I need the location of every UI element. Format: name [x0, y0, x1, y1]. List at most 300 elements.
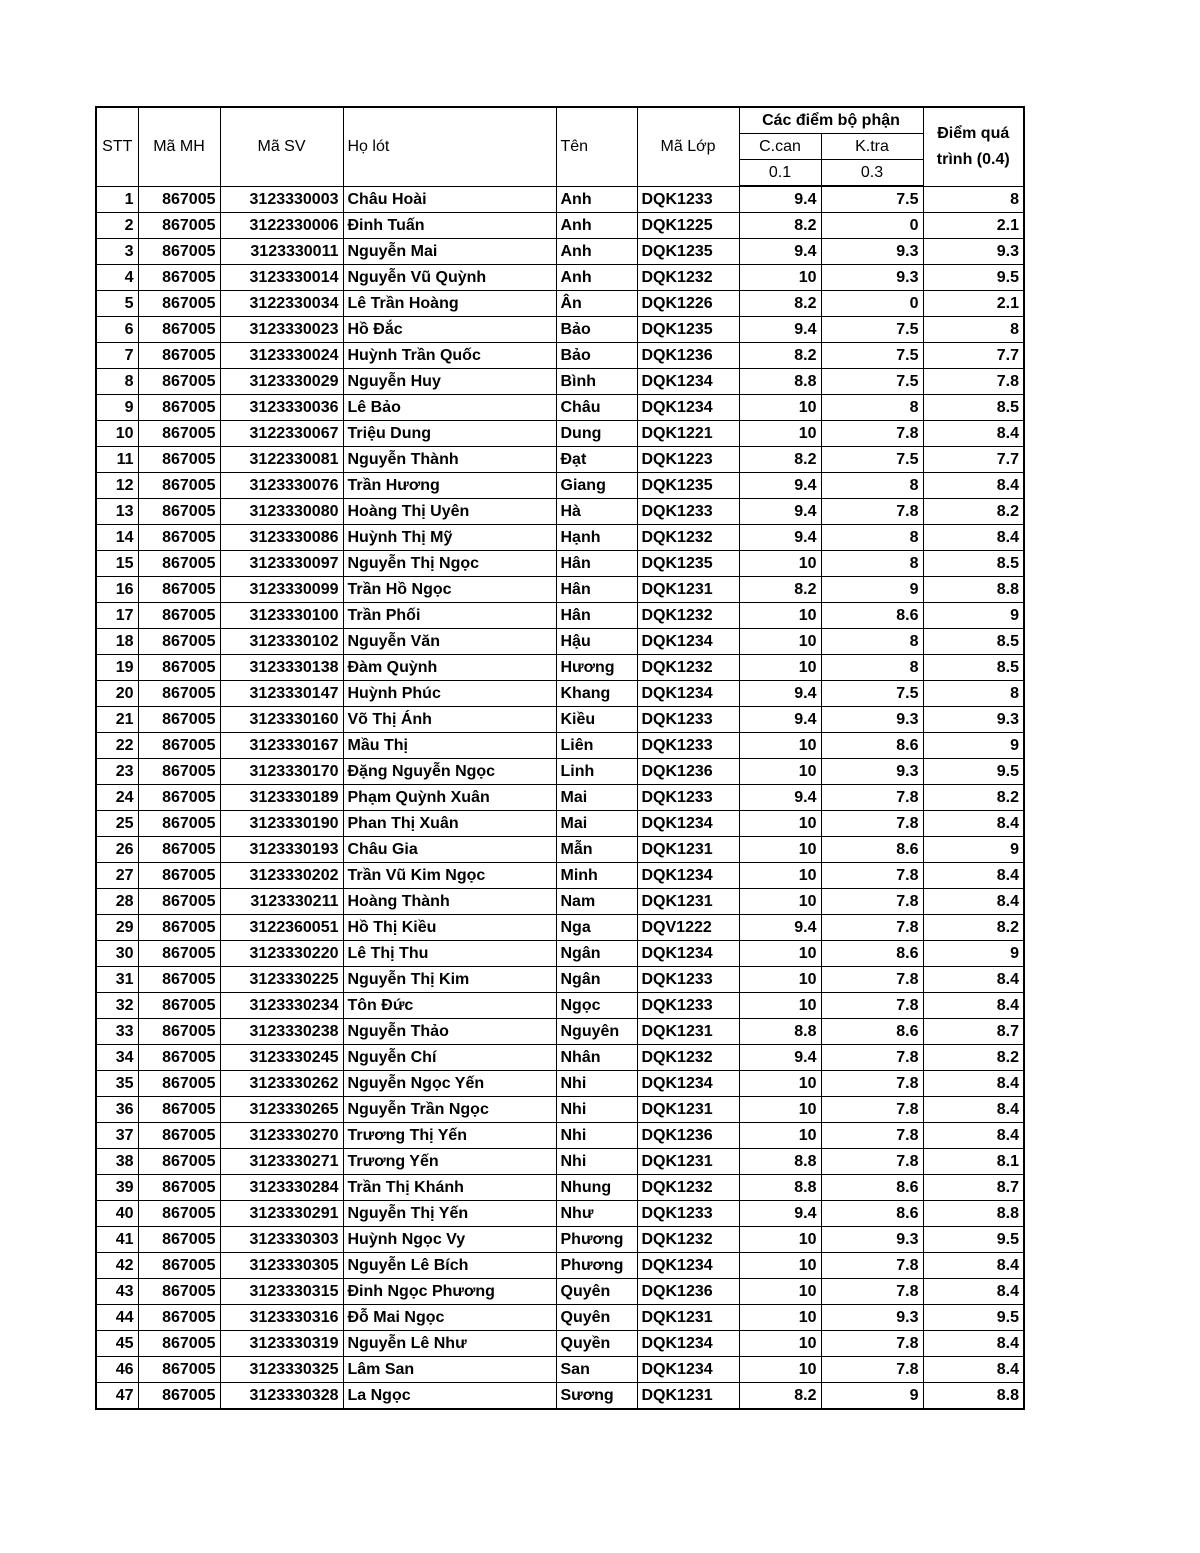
cell-ktra: 0 [821, 291, 923, 317]
cell-ktra: 8 [821, 655, 923, 681]
cell-ma-sv: 3123330211 [220, 889, 343, 915]
cell-ktra: 9.3 [821, 239, 923, 265]
cell-ma-lop: DQK1225 [637, 213, 739, 239]
cell-ccan: 10 [739, 1123, 821, 1149]
cell-ccan: 10 [739, 967, 821, 993]
cell-ten: Minh [556, 863, 637, 889]
cell-ktra: 9 [821, 1383, 923, 1410]
cell-ten: Nhung [556, 1175, 637, 1201]
cell-ma-lop: DQK1234 [637, 629, 739, 655]
cell-stt: 28 [96, 889, 138, 915]
cell-ma-lop: DQK1231 [637, 837, 739, 863]
table-row [96, 1045, 1024, 1071]
cell-ma-lop: DQK1221 [637, 421, 739, 447]
cell-ma-sv: 3123330220 [220, 941, 343, 967]
cell-ktra: 7.8 [821, 1149, 923, 1175]
cell-stt: 9 [96, 395, 138, 421]
cell-ho-lot: Nguyễn Ngọc Yến [343, 1071, 556, 1097]
table-row [96, 317, 1024, 343]
cell-ho-lot: Hồ Đắc [343, 317, 556, 343]
cell-ma-sv: 3122330006 [220, 213, 343, 239]
cell-ten: Quyên [556, 1279, 637, 1305]
cell-ktra: 7.8 [821, 1097, 923, 1123]
cell-stt: 10 [96, 421, 138, 447]
cell-ma-lop: DQK1234 [637, 395, 739, 421]
cell-ten: Anh [556, 239, 637, 265]
table-row [96, 759, 1024, 785]
table-header [96, 107, 1024, 186]
table-row [96, 863, 1024, 889]
cell-ho-lot: Tôn Đức [343, 993, 556, 1019]
cell-ccan: 10 [739, 1331, 821, 1357]
table-row [96, 967, 1024, 993]
table-row [96, 186, 1024, 213]
cell-ma-sv: 3123330328 [220, 1383, 343, 1410]
cell-ho-lot: Nguyễn Trần Ngọc [343, 1097, 556, 1123]
cell-ten: Bảo [556, 317, 637, 343]
cell-stt: 26 [96, 837, 138, 863]
cell-ccan: 9.4 [739, 785, 821, 811]
cell-ma-sv: 3123330291 [220, 1201, 343, 1227]
cell-ma-sv: 3123330316 [220, 1305, 343, 1331]
cell-ma-lop: DQK1231 [637, 1149, 739, 1175]
cell-ma-lop: DQK1234 [637, 863, 739, 889]
cell-stt: 31 [96, 967, 138, 993]
cell-ktra: 7.8 [821, 915, 923, 941]
cell-ma-sv: 3123330303 [220, 1227, 343, 1253]
cell-stt: 36 [96, 1097, 138, 1123]
cell-ma-mh: 867005 [138, 291, 220, 317]
cell-ktra: 7.8 [821, 785, 923, 811]
cell-ma-lop: DQK1233 [637, 785, 739, 811]
cell-ktra: 9 [821, 577, 923, 603]
cell-stt: 2 [96, 213, 138, 239]
cell-ten: Hậu [556, 629, 637, 655]
cell-ktra: 7.5 [821, 681, 923, 707]
cell-ten: Hạnh [556, 525, 637, 551]
cell-ten: Quyên [556, 1305, 637, 1331]
cell-ma-mh: 867005 [138, 785, 220, 811]
header-ma-mh: Mã MH [138, 107, 220, 186]
cell-stt: 34 [96, 1045, 138, 1071]
cell-final: 9 [923, 603, 1024, 629]
cell-final: 8.4 [923, 421, 1024, 447]
table-row [96, 551, 1024, 577]
cell-ma-mh: 867005 [138, 1253, 220, 1279]
table-body [96, 186, 1024, 1409]
cell-ccan: 10 [739, 733, 821, 759]
cell-ccan: 8.2 [739, 343, 821, 369]
cell-ktra: 7.5 [821, 447, 923, 473]
cell-ma-mh: 867005 [138, 915, 220, 941]
table-row [96, 369, 1024, 395]
cell-ktra: 7.8 [821, 1123, 923, 1149]
cell-ktra: 8.6 [821, 733, 923, 759]
cell-ktra: 7.8 [821, 863, 923, 889]
cell-ten: Kiều [556, 707, 637, 733]
cell-ten: Hân [556, 603, 637, 629]
cell-ccan: 8.2 [739, 577, 821, 603]
cell-ma-sv: 3123330245 [220, 1045, 343, 1071]
cell-ho-lot: Nguyễn Thị Kim [343, 967, 556, 993]
cell-final: 8 [923, 317, 1024, 343]
cell-final: 8 [923, 681, 1024, 707]
cell-ma-lop: DQK1236 [637, 343, 739, 369]
cell-ma-sv: 3123330014 [220, 265, 343, 291]
cell-ten: Hà [556, 499, 637, 525]
cell-ma-mh: 867005 [138, 1305, 220, 1331]
cell-ktra: 7.8 [821, 889, 923, 915]
cell-final: 8.5 [923, 655, 1024, 681]
table-row [96, 525, 1024, 551]
cell-final: 8.4 [923, 1123, 1024, 1149]
cell-ten: Anh [556, 265, 637, 291]
cell-ma-mh: 867005 [138, 1279, 220, 1305]
cell-ma-sv: 3123330284 [220, 1175, 343, 1201]
cell-ho-lot: Nguyễn Lê Như [343, 1331, 556, 1357]
cell-ma-sv: 3123330305 [220, 1253, 343, 1279]
cell-ma-mh: 867005 [138, 1149, 220, 1175]
cell-final: 8.2 [923, 1045, 1024, 1071]
cell-ktra: 9.3 [821, 1305, 923, 1331]
cell-ccan: 10 [739, 629, 821, 655]
cell-ma-mh: 867005 [138, 1175, 220, 1201]
table-row [96, 1019, 1024, 1045]
cell-ten: San [556, 1357, 637, 1383]
cell-ccan: 8.8 [739, 369, 821, 395]
cell-ccan: 9.4 [739, 1201, 821, 1227]
table-row [96, 291, 1024, 317]
cell-ccan: 10 [739, 811, 821, 837]
cell-ma-mh: 867005 [138, 967, 220, 993]
cell-ccan: 9.4 [739, 473, 821, 499]
cell-stt: 3 [96, 239, 138, 265]
cell-ten: Linh [556, 759, 637, 785]
cell-ma-mh: 867005 [138, 863, 220, 889]
cell-final: 8.4 [923, 1097, 1024, 1123]
cell-ktra: 8.6 [821, 1201, 923, 1227]
table-row [96, 1123, 1024, 1149]
cell-ho-lot: Đinh Tuấn [343, 213, 556, 239]
cell-ma-mh: 867005 [138, 1383, 220, 1410]
table-row [96, 655, 1024, 681]
table-row [96, 1201, 1024, 1227]
cell-ma-sv: 3123330160 [220, 707, 343, 733]
cell-stt: 6 [96, 317, 138, 343]
cell-ktra: 7.8 [821, 1331, 923, 1357]
cell-stt: 20 [96, 681, 138, 707]
table-row [96, 239, 1024, 265]
cell-stt: 21 [96, 707, 138, 733]
cell-ho-lot: Hoàng Thị Uyên [343, 499, 556, 525]
cell-ccan: 10 [739, 395, 821, 421]
cell-ho-lot: Nguyễn Thành [343, 447, 556, 473]
cell-ma-sv: 3123330225 [220, 967, 343, 993]
cell-ma-lop: DQK1236 [637, 1123, 739, 1149]
table-row [96, 1175, 1024, 1201]
cell-final: 8.4 [923, 967, 1024, 993]
cell-ho-lot: Châu Hoài [343, 186, 556, 213]
table-row [96, 811, 1024, 837]
cell-ma-lop: DQK1233 [637, 707, 739, 733]
cell-ma-sv: 3123330325 [220, 1357, 343, 1383]
cell-ccan: 10 [739, 1071, 821, 1097]
cell-ma-sv: 3123330024 [220, 343, 343, 369]
cell-final: 2.1 [923, 213, 1024, 239]
cell-ktra: 7.8 [821, 1357, 923, 1383]
cell-ho-lot: Hồ Thị Kiều [343, 915, 556, 941]
cell-stt: 25 [96, 811, 138, 837]
cell-ktra: 8 [821, 629, 923, 655]
cell-ma-mh: 867005 [138, 603, 220, 629]
cell-ccan: 10 [739, 1279, 821, 1305]
cell-ma-lop: DQK1233 [637, 733, 739, 759]
cell-ma-lop: DQK1223 [637, 447, 739, 473]
cell-ktra: 8 [821, 473, 923, 499]
cell-ten: Bình [556, 369, 637, 395]
cell-ma-sv: 3123330097 [220, 551, 343, 577]
table-row [96, 1279, 1024, 1305]
cell-ktra: 8.6 [821, 941, 923, 967]
cell-ma-mh: 867005 [138, 707, 220, 733]
cell-final: 9 [923, 733, 1024, 759]
cell-ho-lot: Nguyễn Thảo [343, 1019, 556, 1045]
cell-ma-lop: DQK1234 [637, 1357, 739, 1383]
cell-ccan: 8.2 [739, 1383, 821, 1410]
header-ccan-weight: 0.1 [739, 160, 821, 187]
cell-ho-lot: Đinh Ngọc Phương [343, 1279, 556, 1305]
cell-stt: 47 [96, 1383, 138, 1410]
cell-ho-lot: Huỳnh Thị Mỹ [343, 525, 556, 551]
cell-ma-mh: 867005 [138, 447, 220, 473]
cell-stt: 29 [96, 915, 138, 941]
cell-final: 9.5 [923, 1227, 1024, 1253]
cell-ma-mh: 867005 [138, 1019, 220, 1045]
cell-ma-lop: DQK1232 [637, 525, 739, 551]
cell-final: 8.4 [923, 1279, 1024, 1305]
cell-final: 8.2 [923, 785, 1024, 811]
cell-ccan: 10 [739, 889, 821, 915]
cell-final: 9.5 [923, 759, 1024, 785]
table-row [96, 629, 1024, 655]
cell-final: 7.7 [923, 447, 1024, 473]
table-row [96, 941, 1024, 967]
cell-ktra: 0 [821, 213, 923, 239]
cell-stt: 11 [96, 447, 138, 473]
cell-ma-mh: 867005 [138, 629, 220, 655]
cell-ten: Sương [556, 1383, 637, 1410]
cell-ma-sv: 3123330086 [220, 525, 343, 551]
cell-ten: Mẫn [556, 837, 637, 863]
cell-ma-mh: 867005 [138, 395, 220, 421]
cell-ma-sv: 3122330034 [220, 291, 343, 317]
cell-ten: Liên [556, 733, 637, 759]
cell-ma-lop: DQK1235 [637, 551, 739, 577]
cell-ktra: 8 [821, 525, 923, 551]
cell-stt: 33 [96, 1019, 138, 1045]
cell-ccan: 9.4 [739, 681, 821, 707]
cell-ma-sv: 3123330190 [220, 811, 343, 837]
table-row [96, 681, 1024, 707]
grade-table [95, 106, 1025, 1410]
cell-ma-lop: DQK1232 [637, 1227, 739, 1253]
cell-ccan: 10 [739, 1305, 821, 1331]
cell-ma-mh: 867005 [138, 1331, 220, 1357]
cell-stt: 4 [96, 265, 138, 291]
cell-ma-lop: DQK1234 [637, 681, 739, 707]
cell-ma-lop: DQK1233 [637, 186, 739, 213]
cell-final: 8.4 [923, 473, 1024, 499]
cell-ccan: 10 [739, 837, 821, 863]
table-row [96, 707, 1024, 733]
cell-ccan: 10 [739, 1227, 821, 1253]
cell-ktra: 9.3 [821, 707, 923, 733]
table-row [96, 1357, 1024, 1383]
cell-ho-lot: Đàm Quỳnh [343, 655, 556, 681]
cell-final: 8.4 [923, 889, 1024, 915]
cell-final: 8.5 [923, 551, 1024, 577]
cell-ten: Nhi [556, 1071, 637, 1097]
cell-ccan: 9.4 [739, 707, 821, 733]
cell-ma-sv: 3123330099 [220, 577, 343, 603]
cell-ktra: 7.8 [821, 993, 923, 1019]
cell-ma-mh: 867005 [138, 317, 220, 343]
cell-stt: 40 [96, 1201, 138, 1227]
table-row [96, 837, 1024, 863]
cell-ma-lop: DQK1232 [637, 1045, 739, 1071]
table-row [96, 733, 1024, 759]
cell-ma-lop: DQK1234 [637, 1331, 739, 1357]
cell-ma-lop: DQV1222 [637, 915, 739, 941]
cell-stt: 7 [96, 343, 138, 369]
cell-ktra: 7.8 [821, 967, 923, 993]
table-row [96, 343, 1024, 369]
cell-stt: 45 [96, 1331, 138, 1357]
cell-ma-mh: 867005 [138, 343, 220, 369]
cell-ma-lop: DQK1231 [637, 1019, 739, 1045]
cell-final: 8.8 [923, 1201, 1024, 1227]
cell-ma-sv: 3123330270 [220, 1123, 343, 1149]
cell-ten: Mai [556, 811, 637, 837]
cell-ho-lot: Trần Hồ Ngọc [343, 577, 556, 603]
cell-ccan: 10 [739, 1357, 821, 1383]
cell-ma-mh: 867005 [138, 186, 220, 213]
cell-ktra: 8 [821, 395, 923, 421]
cell-ma-lop: DQK1233 [637, 499, 739, 525]
cell-ten: Ngân [556, 941, 637, 967]
cell-stt: 24 [96, 785, 138, 811]
cell-ma-lop: DQK1235 [637, 317, 739, 343]
cell-ktra: 7.8 [821, 1279, 923, 1305]
cell-ten: Nhi [556, 1149, 637, 1175]
cell-ma-sv: 3123330271 [220, 1149, 343, 1175]
cell-ten: Đạt [556, 447, 637, 473]
header-ma-lop: Mã Lớp [637, 107, 739, 186]
cell-ho-lot: Lê Thị Thu [343, 941, 556, 967]
cell-ma-sv: 3123330189 [220, 785, 343, 811]
table-row [96, 395, 1024, 421]
cell-ho-lot: Phan Thị Xuân [343, 811, 556, 837]
header-ccan: C.can [739, 134, 821, 160]
cell-ccan: 10 [739, 941, 821, 967]
table-row [96, 447, 1024, 473]
cell-ten: Quyền [556, 1331, 637, 1357]
cell-ten: Nam [556, 889, 637, 915]
cell-final: 8.4 [923, 1253, 1024, 1279]
cell-ktra: 7.8 [821, 421, 923, 447]
cell-ma-lop: DQK1234 [637, 369, 739, 395]
cell-final: 8.4 [923, 525, 1024, 551]
table-row [96, 265, 1024, 291]
cell-ten: Khang [556, 681, 637, 707]
cell-ma-lop: DQK1231 [637, 577, 739, 603]
cell-ktra: 8.6 [821, 603, 923, 629]
cell-ma-sv: 3123330202 [220, 863, 343, 889]
cell-stt: 35 [96, 1071, 138, 1097]
cell-ma-sv: 3123330138 [220, 655, 343, 681]
cell-ccan: 10 [739, 551, 821, 577]
cell-ccan: 10 [739, 1253, 821, 1279]
cell-stt: 41 [96, 1227, 138, 1253]
cell-ho-lot: Lê Bảo [343, 395, 556, 421]
cell-ma-lop: DQK1235 [637, 239, 739, 265]
cell-ma-sv: 3123330170 [220, 759, 343, 785]
cell-ma-mh: 867005 [138, 1045, 220, 1071]
cell-ma-mh: 867005 [138, 1201, 220, 1227]
cell-ccan: 10 [739, 863, 821, 889]
cell-ho-lot: Huỳnh Phúc [343, 681, 556, 707]
cell-stt: 30 [96, 941, 138, 967]
cell-ma-mh: 867005 [138, 655, 220, 681]
cell-ma-lop: DQK1231 [637, 1097, 739, 1123]
cell-ma-sv: 3122360051 [220, 915, 343, 941]
cell-stt: 19 [96, 655, 138, 681]
cell-ktra: 9.3 [821, 265, 923, 291]
cell-ma-lop: DQK1233 [637, 993, 739, 1019]
cell-ma-sv: 3123330147 [220, 681, 343, 707]
cell-ten: Nhi [556, 1097, 637, 1123]
cell-ccan: 8.8 [739, 1149, 821, 1175]
cell-ho-lot: Triệu Dung [343, 421, 556, 447]
cell-ma-lop: DQK1234 [637, 811, 739, 837]
cell-ktra: 8.6 [821, 837, 923, 863]
cell-ten: Nguyên [556, 1019, 637, 1045]
cell-ma-sv: 3123330023 [220, 317, 343, 343]
cell-ma-mh: 867005 [138, 1227, 220, 1253]
table-row [96, 889, 1024, 915]
cell-ten: Phương [556, 1227, 637, 1253]
table-row [96, 473, 1024, 499]
cell-ma-sv: 3123330265 [220, 1097, 343, 1123]
cell-ma-lop: DQK1232 [637, 655, 739, 681]
table-row [96, 1305, 1024, 1331]
cell-ma-sv: 3123330238 [220, 1019, 343, 1045]
cell-final: 8.8 [923, 1383, 1024, 1410]
cell-ma-mh: 867005 [138, 577, 220, 603]
table-row [96, 993, 1024, 1019]
cell-stt: 39 [96, 1175, 138, 1201]
cell-final: 2.1 [923, 291, 1024, 317]
table-row [96, 915, 1024, 941]
cell-final: 9.5 [923, 265, 1024, 291]
cell-ho-lot: Nguyễn Lê Bích [343, 1253, 556, 1279]
header-ten: Tên [556, 107, 637, 186]
cell-ktra: 8.6 [821, 1019, 923, 1045]
cell-ma-mh: 867005 [138, 369, 220, 395]
cell-ho-lot: Võ Thị Ánh [343, 707, 556, 733]
cell-ma-lop: DQK1231 [637, 1383, 739, 1410]
cell-ten: Nga [556, 915, 637, 941]
